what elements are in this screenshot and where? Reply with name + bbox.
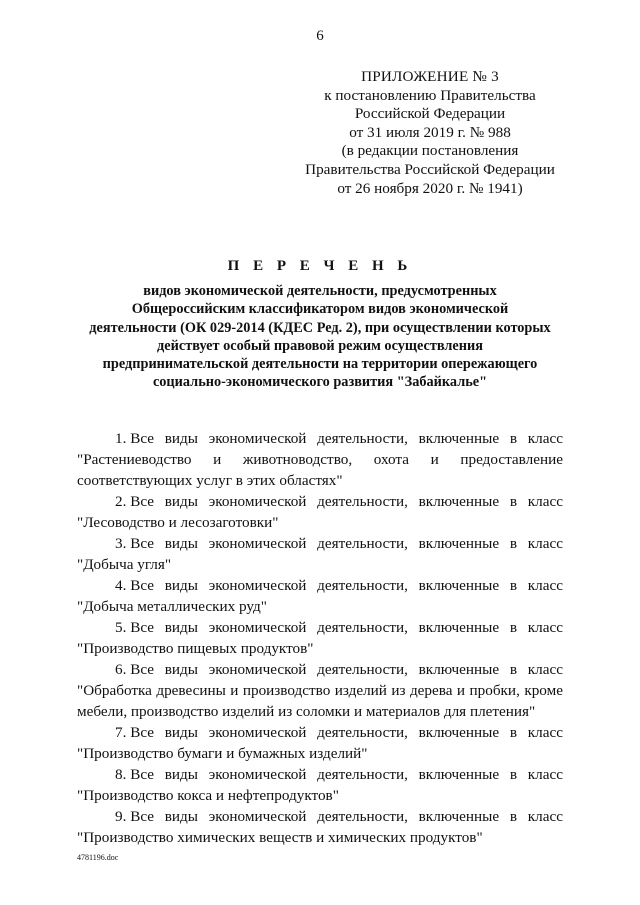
word: включенные [418,724,500,741]
appendix-block [300,68,560,198]
subtitle-line: Общероссийским классификатором видов экономической [131,301,509,318]
word: из [391,682,406,699]
subtitle-line: деятельности (ОК 029-2014 (КДЕС Ред. 2), при осуществлении которых [89,319,551,336]
word: в [509,493,518,510]
list-item-line [77,617,563,638]
word: включенные [418,577,500,594]
list-item-line [77,449,563,470]
word: экономической [208,808,307,825]
word: в [509,808,518,825]
word: животноводство, [242,451,353,468]
appendix-title: ПРИЛОЖЕНИЕ № 3 [361,68,499,85]
activity-list [77,428,563,848]
list-item [77,491,563,533]
word: "Растениеводство [77,451,192,468]
list-item-line: "Лесоводство и лесозаготовки" [77,514,279,531]
word: 4. Все [115,577,154,594]
list-item [77,575,563,617]
word: включенные [418,808,500,825]
list-item-line: мебели, производство изделий из соломки и материалов для плетения" [77,703,536,720]
document-subtitle [0,282,640,392]
word: экономической [208,766,307,783]
list-item-line [77,659,563,680]
list-item [77,428,563,491]
word: экономической [208,430,307,447]
appendix-line: (в редакции постановления [341,142,519,160]
word: включенные [418,430,500,447]
list-item-line [77,575,563,596]
list-item [77,533,563,575]
word: включенные [418,493,500,510]
word: деятельности, [317,577,408,594]
word: экономической [208,577,307,594]
word: включенные [418,619,500,636]
word: предоставление [460,451,563,468]
list-item-line [77,806,563,827]
list-item-line [77,680,563,701]
list-item-line: "Производство бумаги и бумажных изделий" [77,745,368,762]
word: виды [164,661,198,678]
list-item [77,722,563,764]
word: изделий [334,682,387,699]
document-heading: П Е Р Е Ч Е Н Ь [227,258,413,274]
word: класс [527,766,563,783]
word: 3. Все [115,535,154,552]
subtitle-line: социально-экономического развития "Забайкалье" [152,374,488,391]
word: класс [527,808,563,825]
word: класс [527,535,563,552]
word: дерева [409,682,453,699]
word: экономической [208,661,307,678]
list-item-line: соответствующих услуг в этих областях" [77,472,343,489]
list-item-line: "Производство химических веществ и химических продуктов" [77,829,483,846]
appendix-line: Правительства Российской Федерации [305,160,555,178]
word: и [430,451,439,468]
word: включенные [418,661,500,678]
word: в [509,430,518,447]
word: класс [527,430,563,447]
word: 6. Все [115,661,154,678]
word: в [509,766,518,783]
word: экономической [208,535,307,552]
word: деятельности, [317,493,408,510]
list-item-line [77,533,563,554]
word: и [213,451,222,468]
appendix-line: от 31 июля 2019 г. № 988 [349,123,511,141]
list-item-line: "Добыча угля" [77,556,172,573]
list-item-line: "Добыча металлических руд" [77,598,267,615]
word: виды [164,766,198,783]
word: включенные [418,535,500,552]
list-item-line [77,764,563,785]
word: экономической [208,724,307,741]
word: кроме [524,682,563,699]
word: производство [242,682,331,699]
word: деятельности, [317,808,408,825]
word: деятельности, [317,661,408,678]
list-item [77,764,563,806]
word: деятельности, [317,430,408,447]
word: включенные [418,766,500,783]
word: виды [164,808,198,825]
list-item-line [77,722,563,743]
word: 7. Все [115,724,154,741]
word: экономической [208,493,307,510]
word: класс [527,619,563,636]
word: класс [527,661,563,678]
word: виды [164,619,198,636]
list-item [77,659,563,722]
word: класс [527,577,563,594]
word: охота [373,451,409,468]
word: пробки, [469,682,520,699]
word: класс [527,724,563,741]
subtitle-line: видов экономической деятельности, предусмотренных [143,283,497,299]
word: деятельности, [317,535,408,552]
list-item [77,617,563,659]
subtitle-line: предпринимательской деятельности на территории опережающего [102,356,538,373]
list-item-line: "Производство кокса и нефтепродуктов" [77,787,339,804]
word: в [509,724,518,741]
word: деятельности, [317,619,408,636]
word: в [509,577,518,594]
word: 9. Все [115,808,154,825]
word: виды [164,430,198,447]
word: "Обработка [77,682,152,699]
word: в [509,661,518,678]
list-item [77,806,563,848]
appendix-line: Российской Федерации [354,105,506,123]
list-item-line: "Производство пищевых продуктов" [77,640,314,657]
word: класс [527,493,563,510]
word: виды [164,535,198,552]
word: и [456,682,466,699]
word: древесины [156,682,226,699]
word: 1. Все [115,430,154,447]
appendix-line: от 26 ноября 2020 г. № 1941) [337,179,523,197]
word: виды [164,724,198,741]
word: экономической [208,619,307,636]
subtitle-line: действует особый правовой режим осуществления [157,337,483,354]
word: 5. Все [115,619,154,636]
file-name: 4781196.doc [77,853,119,862]
word: деятельности, [317,724,408,741]
list-item-line [77,428,563,449]
word: в [509,535,518,552]
word: 2. Все [115,493,154,510]
word: виды [164,577,198,594]
appendix-line: к постановлению Правительства [324,86,536,104]
list-item-line [77,491,563,512]
page-number: 6 [316,28,324,44]
word: виды [164,493,198,510]
word: и [230,682,239,699]
word: 8. Все [115,766,154,783]
word: деятельности, [317,766,408,783]
word: в [509,619,518,636]
